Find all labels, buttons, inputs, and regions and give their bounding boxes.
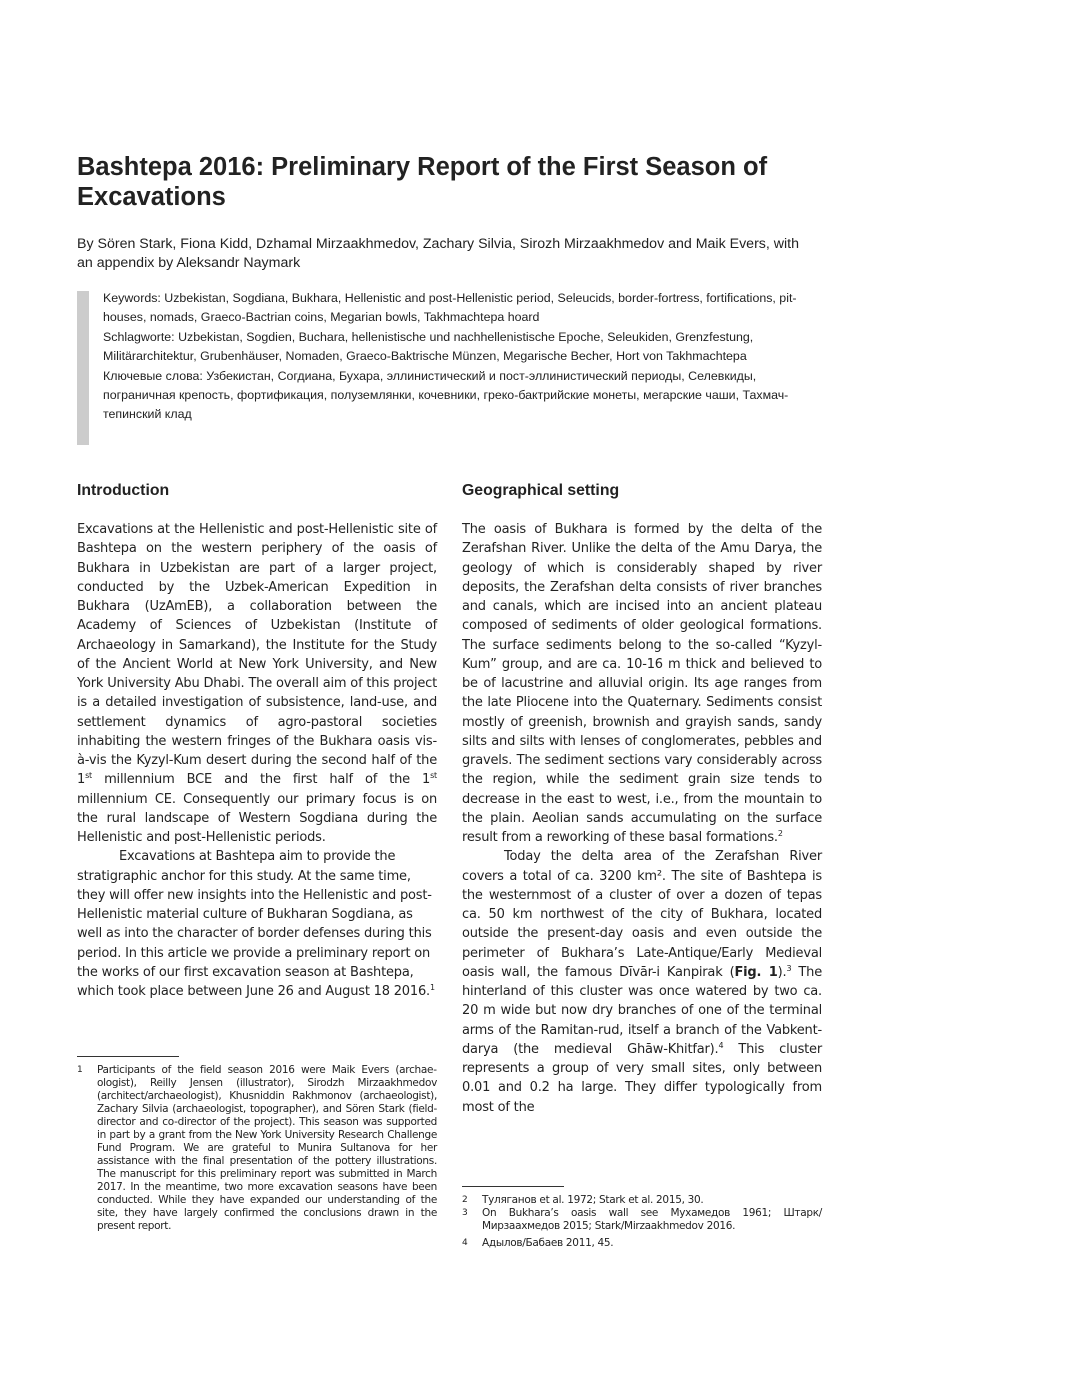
footnote-text: Адылов/Бабаев 2011, 45. <box>482 1237 614 1249</box>
geo-p2-text-a: Today the delta area of the Zerafshan River covers a total of ca. 3200 km². The site of Bashtepa is the westernmost of a cluster of over a dozen of tepas ca. 50 km northwest of the city of Bukhara, located outside the present-day oasis and even outside the perimeter of Bukhara’s Late-Antique/Early Medieval oasis wall, the famous Dīvār-i Kanpirak ( <box>462 849 822 980</box>
introduction-paragraph-1 <box>77 520 437 847</box>
geography-paragraph-2 <box>462 847 822 1117</box>
footnote-3 <box>462 1207 822 1233</box>
footnote-ref-1[interactable]: 1 <box>429 983 435 992</box>
geo-p2-text-c: The hinterland of this cluster was once watered by two ca. 20 m wide but now dry branches of one of the terminal arms of the Ramitan-rud, itself a branch of the Vabkent-darya (the medieval Ghāw-Khitfar). <box>462 964 823 1057</box>
article-title: Bashtepa 2016: Preliminary Report of the First Season of Excavations <box>77 153 768 211</box>
footnote-text: On Bukhara’s oasis wall see Мухамедов 1961; Штарк/ Мирзаахмедов 2015; Stark/Mirzaakhmedov 2016. <box>482 1207 822 1232</box>
ordinal-superscript: st <box>430 771 437 781</box>
introduction-paragraph-2 <box>77 847 437 1001</box>
figure-reference[interactable]: Fig. 1 <box>734 964 778 980</box>
geo-p1-text: The oasis of Bukhara is formed by the delta of the Zerafshan River. Unlike the delta of the Amu Darya, the geology of which is considerably shaped by river deposits, the Zerafshan delta consists of river branches and canals, which are incised into an ancient plateau composed of sediments of older geological formations. The surface sediments belong to the so-called “Kyzyl-Kum” group, and are ca. 10-16 m thick and believed to be of lacustrine and alluvial origin. Its age ranges from the late Pliocene into the Quaternary. Sediments consist mostly of greenish, brownish and grayish sands, sandy silts and silts with lenses of conglomerates, pebbles and gravels. The sediment sections vary considerably across the region, while the sediment grain size tends to decrease in the east to west, i.e., from the mountain to the plain. Aeolian sands accumulating on the surface result from a reworking of these basal formations. <box>462 522 822 845</box>
intro-p1-text-c: millennium CE. Consequently our primary focus is on the rural landscape of Western Sogdiana during the Hellenistic and post-Hellenistic periods. <box>77 791 437 845</box>
footnote-number: 4 <box>462 1238 468 1248</box>
author-byline: By Sören Stark, Fiona Kidd, Dzhamal Mirzaakhmedov, Zachary Silvia, Sirozh Mirzaakhmedov and Maik Evers, with an appendix by Aleksandr Naymark <box>77 236 799 271</box>
keywords-english: Keywords: Uzbekistan, Sogdiana, Bukhara, Hellenistic and post-Hellenistic period, Seleucids, border-fortress, fortifications, pit-houses, nomads, Graeco-Bactrian coins, Megarian bowls, Takhmachtepa hoard <box>103 291 797 325</box>
footnote-ref-3[interactable]: 3 <box>786 963 792 973</box>
column-left <box>77 520 437 1001</box>
heading-introduction: Introduction <box>77 482 170 499</box>
geography-paragraph-1 <box>462 520 822 847</box>
footnote-number: 1 <box>77 1065 83 1075</box>
footnote-2 <box>462 1194 822 1207</box>
heading-geographical-setting: Geographical setting <box>462 482 620 499</box>
intro-p2-text: Excavations at Bashtepa aim to provide the stratigraphic anchor for this study. At the same time, they will offer new insights into the Hellenistic and post-Hellenistic material culture of Bukharan Sogdiana, as well as into the character of border defenses during this period. In this article we provide a preliminary report on the works of our first excavation season at Bashtepa, which took place between June 26 and August 18 2016. <box>77 849 432 999</box>
footnote-text: Participants of the field season 2016 were Maik Evers (archaeologist), Reilly Jensen (illustrator), Sirodzh Mirzaakhmedov (architect/archaeologist), Khusniddin Rakhmonov (archaeologist), Zachary Silvia (archaeologist, topographer), and Sören Stark (field-director and co-director of the project). This season was supported in part by a grant from the New York University Research Challenge Fund Program. We are grateful to Munira Sultanova for her assistance with the final presentation of the pottery illustrations. The manuscript for this preliminary report was submitted in March 2017. In the meantime, two more excavation seasons have been conducted. While they have expanded our understanding of the site, they have largely confirmed the conclusions drawn in the present report. <box>97 1064 437 1232</box>
footnote-ref-4[interactable]: 4 <box>718 1040 724 1050</box>
footnote-rule-right <box>462 1186 564 1187</box>
ordinal-superscript: st <box>85 771 92 781</box>
column-right <box>462 520 822 1117</box>
keywords-russian: Ключевые слова: Узбекистан, Согдиана, Бухара, эллинистический и пост-эллинистический периоды, Селевкиды, пограничная крепость, фортификация, полуземлянки, кочевники, греко-бактрийские монеты, мегарские чаши, Тахмач-тепинский клад <box>103 368 789 422</box>
keywords-box <box>77 289 817 447</box>
intro-p1-text-b: millennium BCE and the first half of the 1 <box>91 772 431 788</box>
footnote-text: Туляганов et al. 1972; Stark et al. 2015, 30. <box>482 1194 704 1206</box>
footnote-number: 2 <box>462 1195 468 1205</box>
geo-p2-text-b: ). <box>777 964 787 980</box>
footnote-rule-left <box>77 1056 179 1057</box>
keywords-german: Schlagworte: Uzbekistan, Sogdien, Buchara, hellenistische und nachhellenistische Epoche, Seleukiden, Grenzfestung, Militärarchitektur, Grubenhäuser, Nomaden, Graeco-Baktrische Münzen, Megarische Becher, Hort von Takhmachtepa <box>103 329 754 364</box>
footnote-4 <box>462 1237 822 1250</box>
keywords-sidebar-bar <box>77 291 89 445</box>
footnote-ref-2[interactable]: 2 <box>777 829 783 838</box>
keywords-text <box>103 289 817 425</box>
geo-p2-text-d: This cluster represents a group of very small sites, only between 0.01 and 0.2 ha large. They differ typologically from most of the <box>462 1041 822 1115</box>
intro-p1-text-a: Excavations at the Hellenistic and post-Hellenistic site of Bashtepa on the western periphery of the oasis of Bukhara in Uzbekistan are part of a larger project, conducted by the Uzbek-American Expedition in Bukhara (UzAmEB), a collaboration between the Academy of Sciences of Uzbekistan (Institute of Archaeology in Samarkand), the Institute for the Study of the Ancient World at New York University, and New York University Abu Dhabi. The overall aim of this project is a detailed investigation of subsistence, land-use, and settlement dynamics of agro-pastoral societies inhabiting the western fringes of the Bukhara oasis vis-à-vis the Kyzyl-Kum desert during the second half of the 1 <box>77 522 437 788</box>
footnote-number: 3 <box>462 1208 468 1218</box>
